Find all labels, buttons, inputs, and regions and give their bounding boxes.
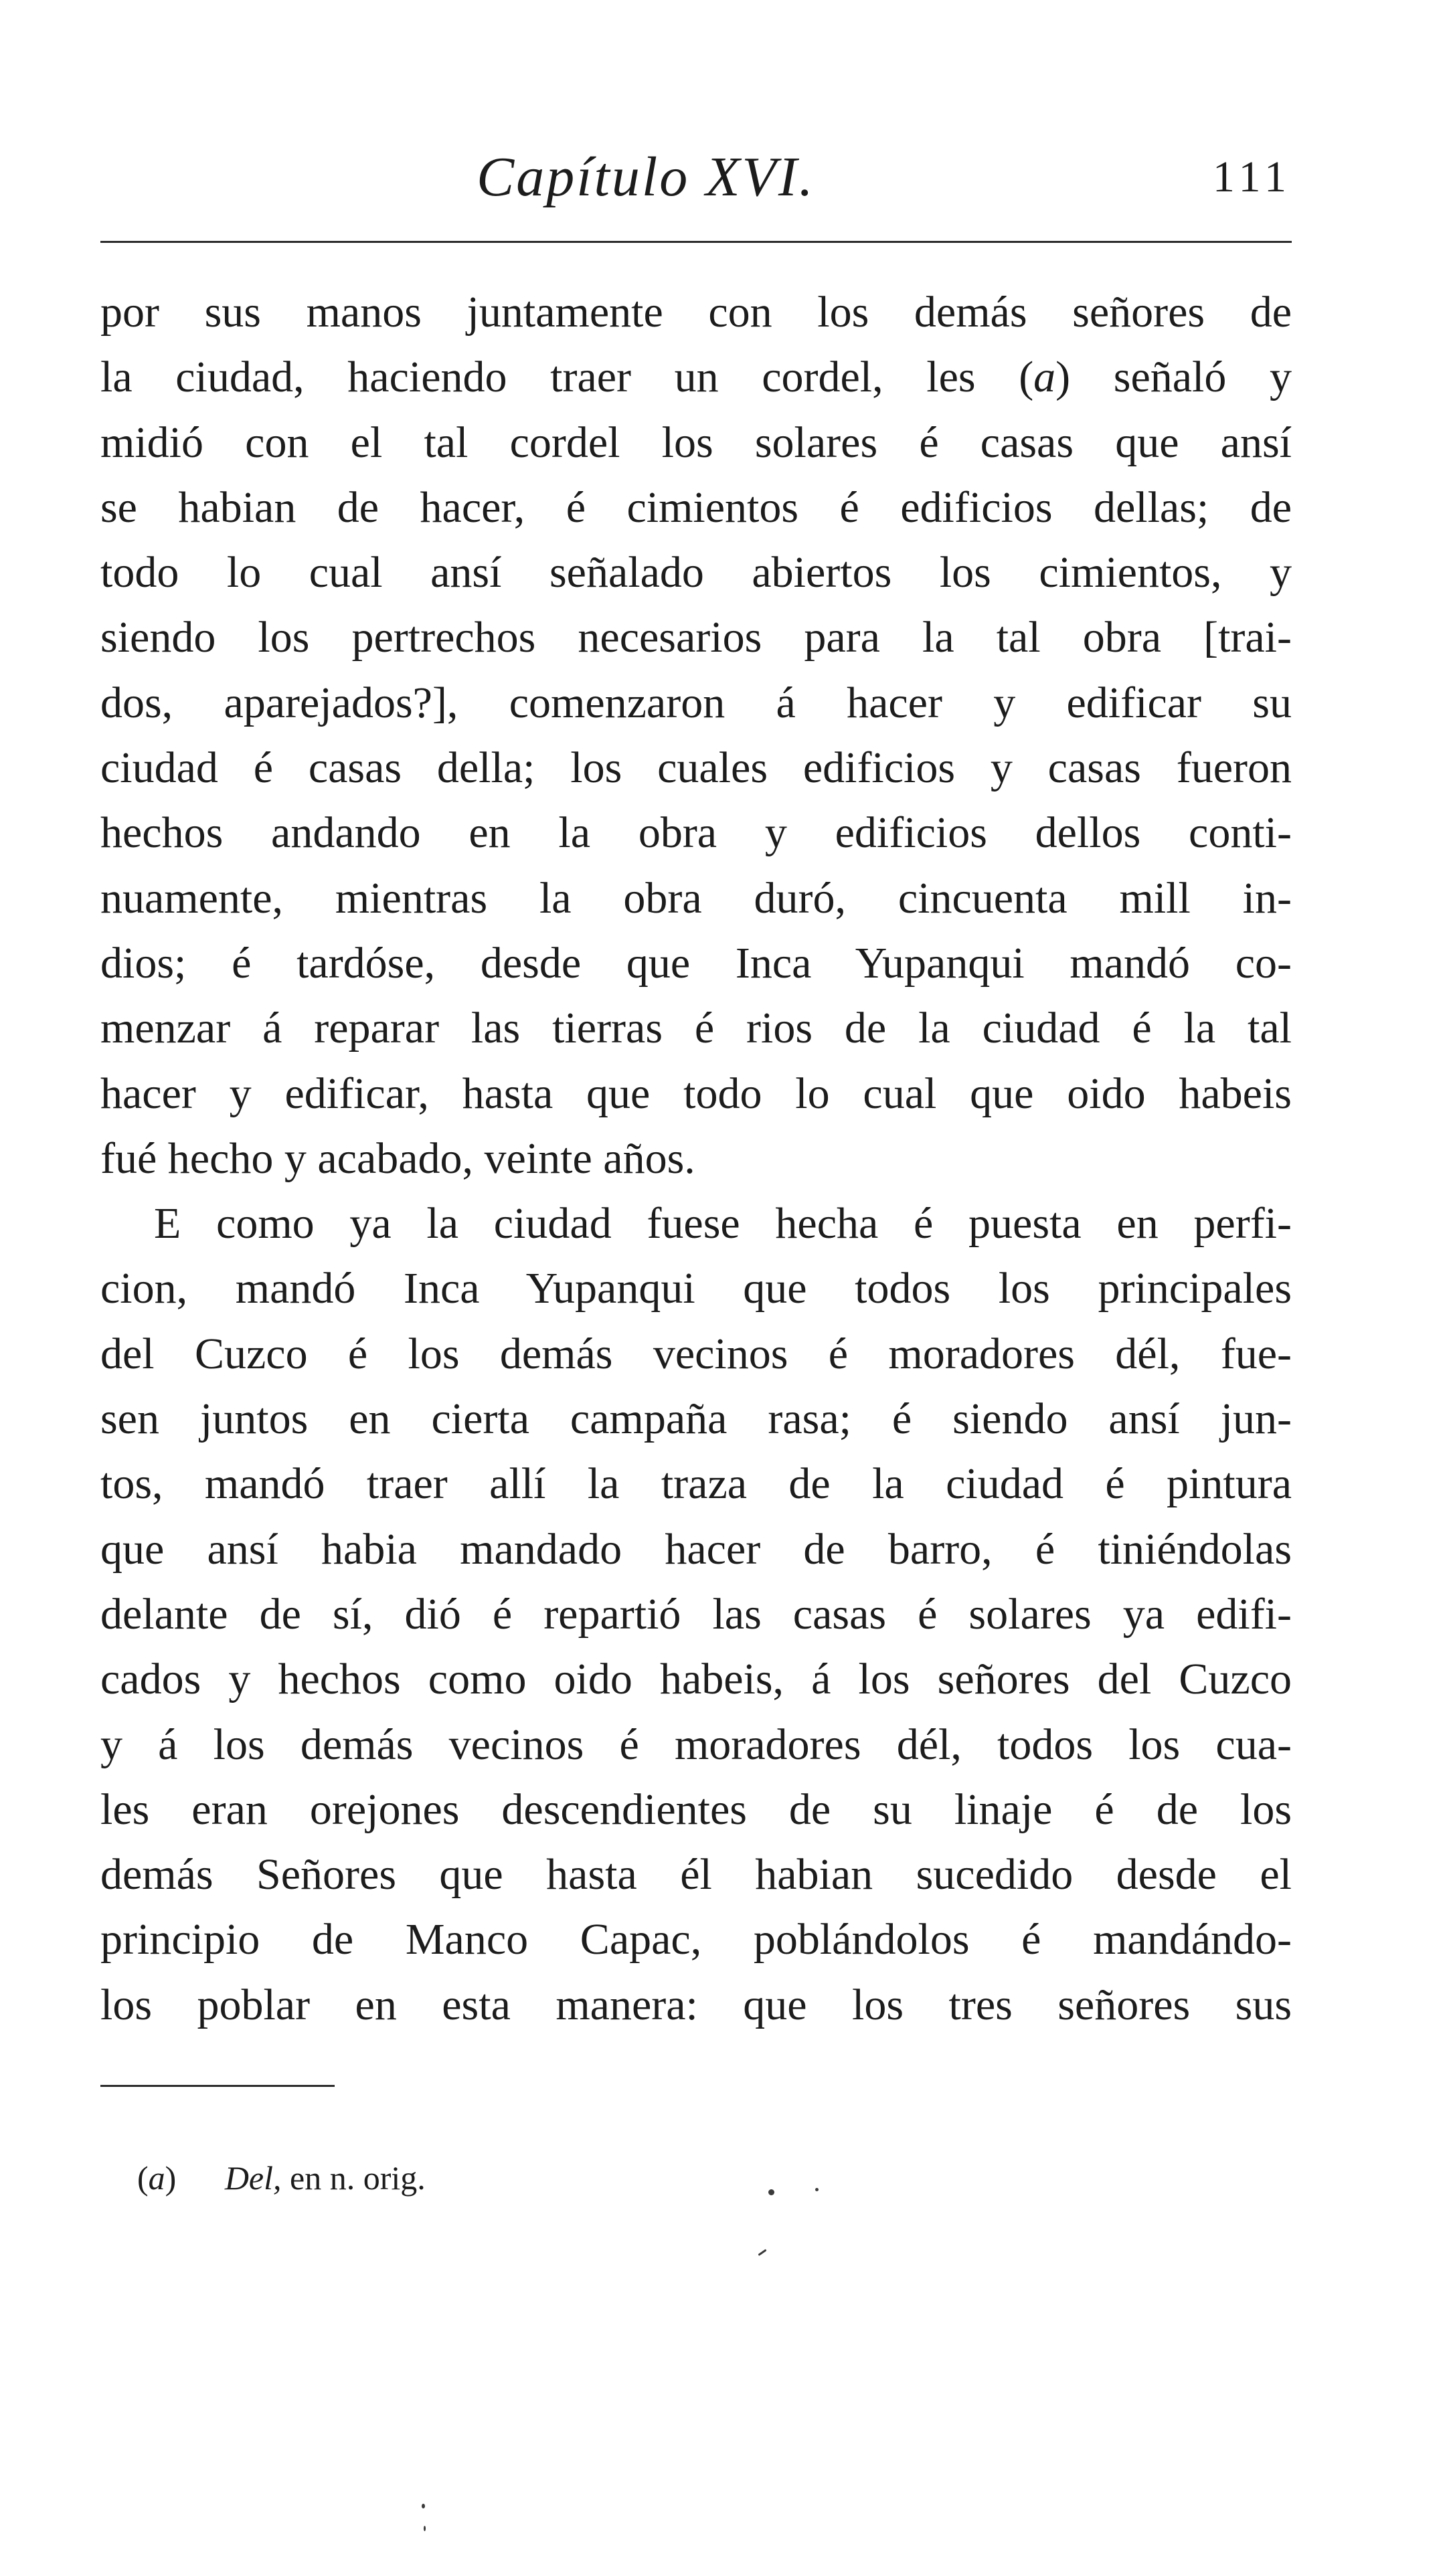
text-line: cion, mandó Inca Yupanqui que todos los principales bbox=[100, 1264, 1292, 1313]
text-line: fué hecho y acabado, veinte años. bbox=[100, 1133, 695, 1183]
text-line: demás Señores que hasta él habian sucedido desde el bbox=[100, 1850, 1292, 1900]
ink-speck bbox=[768, 2189, 774, 2195]
header-rule bbox=[100, 241, 1292, 243]
text-line: nuamente, mientras la obra duró, cincuenta mill in- bbox=[100, 873, 1292, 923]
text-line: hechos andando en la obra y edificios dellos conti- bbox=[100, 808, 1292, 858]
text-line: principio de Manco Capac, poblándolos é mandándo- bbox=[100, 1915, 1292, 1964]
footnote-text: en n. orig. bbox=[290, 2159, 426, 2197]
text-line: por sus manos juntamente con los demás señores de bbox=[100, 288, 1292, 337]
footnote-rule bbox=[100, 2085, 335, 2087]
text-line: del Cuzco é los demás vecinos é moradores dél, fue- bbox=[100, 1329, 1292, 1378]
text-line: midió con el tal cordel los solares é casas que ansí bbox=[100, 418, 1292, 467]
text-line: delante de sí, dió é repartió las casas é solares ya edifi- bbox=[100, 1589, 1292, 1639]
text-line: que ansí habia mandado hacer de barro, é tiniéndolas bbox=[100, 1524, 1292, 1574]
text-line: y á los demás vecinos é moradores dél, todos los cua- bbox=[100, 1720, 1292, 1769]
footnote-marker: (a) bbox=[137, 2159, 177, 2197]
body-text bbox=[100, 280, 1292, 2037]
text-line: se habian de hacer, é cimientos é edificios dellas; de bbox=[100, 482, 1292, 532]
text-line: todo lo cual ansí señalado abiertos los cimientos, y bbox=[100, 548, 1292, 597]
text-line: tos, mandó traer allí la traza de la ciudad é pintura bbox=[100, 1459, 1292, 1509]
ink-speck bbox=[815, 2188, 819, 2191]
ink-speck bbox=[424, 2526, 426, 2531]
text-line: les eran orejones descendientes de su linaje é de los bbox=[100, 1784, 1292, 1834]
footnote-term: Del, bbox=[224, 2159, 282, 2197]
text-line: dos, aparejados?], comenzaron á hacer y edificar su bbox=[100, 678, 1292, 727]
text-line: siendo los pertrechos necesarios para la tal obra [trai- bbox=[100, 613, 1292, 662]
text-line: cados y hechos como oido habeis, á los señores del Cuzco bbox=[100, 1655, 1292, 1704]
running-head bbox=[0, 141, 1292, 214]
text-line: dios; é tardóse, desde que Inca Yupanqui mandó co- bbox=[100, 938, 1292, 988]
page-number: 111 bbox=[1212, 153, 1292, 201]
chapter-title: Capítulo XVI. bbox=[477, 146, 815, 208]
text-line: la ciudad, haciendo traer un cordel, les (a) señaló y bbox=[100, 353, 1292, 402]
text-line: hacer y edificar, hasta que todo lo cual que oido habeis bbox=[100, 1069, 1292, 1118]
text-line: sen juntos en cierta campaña rasa; é siendo ansí jun- bbox=[100, 1394, 1292, 1444]
ink-speck bbox=[422, 2504, 425, 2508]
ink-speck bbox=[758, 2249, 766, 2256]
text-line: ciudad é casas della; los cuales edificios y casas fueron bbox=[100, 743, 1292, 793]
text-line: menzar á reparar las tierras é rios de la ciudad é la tal bbox=[100, 1004, 1292, 1053]
text-line: E como ya la ciudad fuese hecha é puesta en perfi- bbox=[154, 1199, 1292, 1249]
footnote bbox=[137, 2154, 426, 2201]
text-line: los poblar en esta manera: que los tres señores sus bbox=[100, 1980, 1292, 2029]
